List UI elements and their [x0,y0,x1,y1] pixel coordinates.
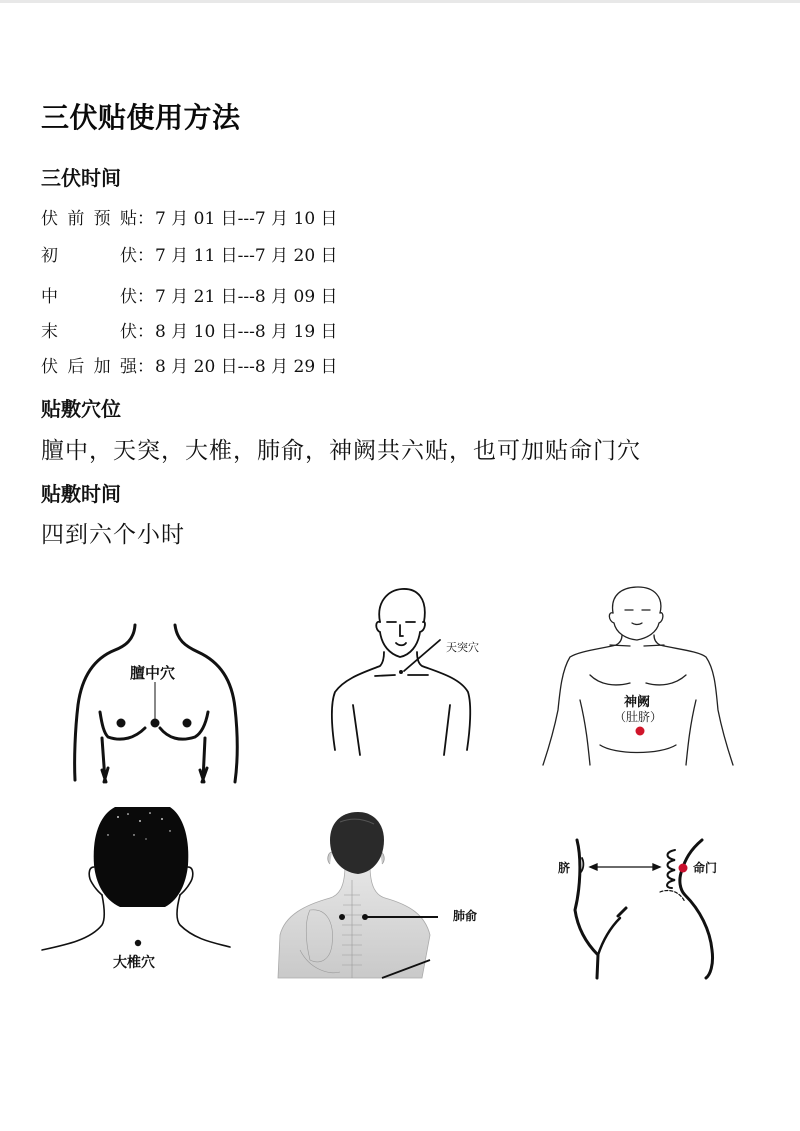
schedule-label: 末伏 [41,322,137,342]
side-torso-illustration [540,820,760,990]
schedule-colon: ： [137,287,154,307]
figure-shanzhong [60,610,260,790]
schedule-colon: ： [137,357,154,377]
feishu-label: 肺俞 [453,909,478,923]
dazhui-label: 大椎穴 [113,955,155,971]
section-heading-schedule: 三伏时间 [41,166,121,190]
top-border [0,0,800,3]
navel-label: 脐 [558,861,571,875]
mingmen-point [679,864,688,873]
figure-shenque [540,575,740,775]
figure-mingmen [540,820,760,990]
front-upper-body-illustration [320,580,500,760]
section-heading-duration: 贴敷时间 [41,482,121,506]
front-torso-illustration [540,575,740,775]
schedule-row [41,317,338,342]
shenque-point [636,727,645,736]
schedule-row [41,352,338,377]
page-title: 三伏贴使用方法 [41,101,241,134]
schedule-label: 伏后加强 [41,357,137,377]
schedule-range: 7 月 01 日---7 月 10 日 [155,209,338,229]
schedule-row [41,241,338,266]
tiantu-label: 天突穴 [446,641,479,654]
section-heading-acupoints: 贴敷穴位 [41,397,121,421]
shenque-label: 神阙 [624,695,651,710]
shanzhong-label: 膻中穴 [130,664,176,682]
schedule-label: 伏前预贴 [41,209,137,229]
schedule-range: 7 月 11 日---7 月 20 日 [155,246,338,266]
schedule-range: 7 月 21 日---8 月 09 日 [155,287,338,307]
shenque-sublabel: （肚脐） [614,710,663,724]
figure-tiantu [320,580,500,760]
figure-dazhui [30,795,250,985]
acupoints-text: 膻中，天突，大椎，肺俞，神阙共六贴，也可加贴命门穴 [41,438,641,464]
schedule-colon: ： [137,246,154,266]
duration-text: 四到六个小时 [41,522,185,548]
figure-feishu [270,800,500,990]
upper-back-illustration [270,800,500,990]
schedule-row [41,282,338,307]
schedule-label: 中伏 [41,287,137,307]
schedule-colon: ： [137,322,154,342]
schedule-colon: ： [137,209,154,229]
schedule-label: 初伏 [41,246,137,266]
schedule-range: 8 月 10 日---8 月 19 日 [155,322,338,342]
schedule-range: 8 月 20 日---8 月 29 日 [155,357,338,377]
schedule-row [41,204,338,229]
mingmen-label: 命门 [693,861,718,875]
chest-illustration [60,610,260,790]
